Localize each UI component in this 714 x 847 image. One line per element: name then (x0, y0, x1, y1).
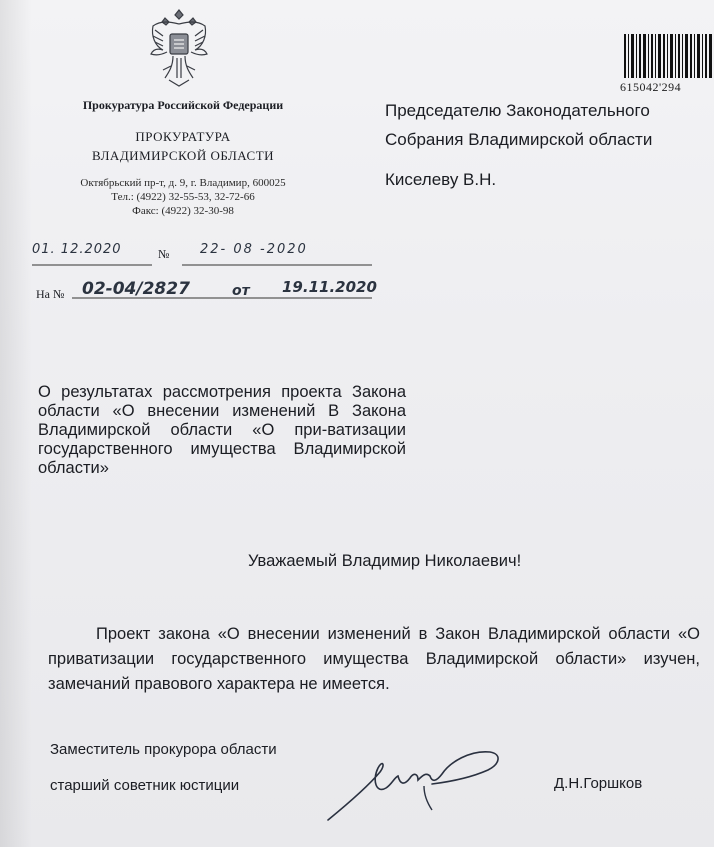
org-name-line2: ВЛАДИМИРСКОЙ ОБЛАСТИ (91, 148, 275, 163)
org-fax: Факс: (4922) 32-30-98 (132, 205, 234, 217)
number-label: № (158, 247, 170, 261)
addressee-title (385, 96, 652, 154)
reply-ot: от (232, 283, 250, 299)
org-contacts (58, 176, 308, 218)
signer-name: Д.Н.Горшков (554, 775, 643, 792)
org-name (58, 127, 308, 165)
letter-body: Проект закона «О внесении изменений в Закон Владимирской области «О приватизации государственного имущества Владимирской области» изучен, замечаний правового характера не имеется. (48, 625, 700, 693)
org-name-line1: ПРОКУРАТУРА (135, 129, 231, 144)
org-address: Октябрьский пр-т, д. 9, г. Владимир, 600025 (80, 177, 286, 189)
reply-label: На № (36, 287, 65, 301)
signer-position: Заместитель прокурора области (50, 741, 277, 758)
coat-of-arms-icon (143, 6, 215, 88)
addressee-name: Киселеву В.Н. (385, 170, 497, 189)
barcode-icon (622, 34, 714, 84)
page-shadow (0, 0, 32, 847)
registration-date: 01. 12.2020 (32, 242, 122, 257)
letter-subject: О результатах рассмотрения проекта Закона области «О внесении изменений В Закона Владимирской области «О при-ватизации государственного имущества Владимирской области» (38, 383, 406, 477)
reply-date: 19.11.2020 (282, 278, 377, 296)
org-parent-name: Прокуратура Российской Федерации (82, 98, 284, 112)
signer-rank: старший советник юстиции (50, 777, 240, 794)
barcode-number: 615042'294 (620, 80, 682, 94)
addressee-line1: Председателю Законодательного (385, 101, 650, 120)
reply-number: 02-04/2827 (82, 279, 190, 299)
registration-number: 22- 08 -2020 (200, 242, 308, 257)
addressee-line2: Собрания Владимирской области (385, 130, 653, 149)
org-phone: Тел.: (4922) 32-55-53, 32-72-66 (111, 191, 255, 203)
handwritten-signature (320, 742, 510, 824)
salutation: Уважаемый Владимир Николаевич! (248, 552, 522, 570)
